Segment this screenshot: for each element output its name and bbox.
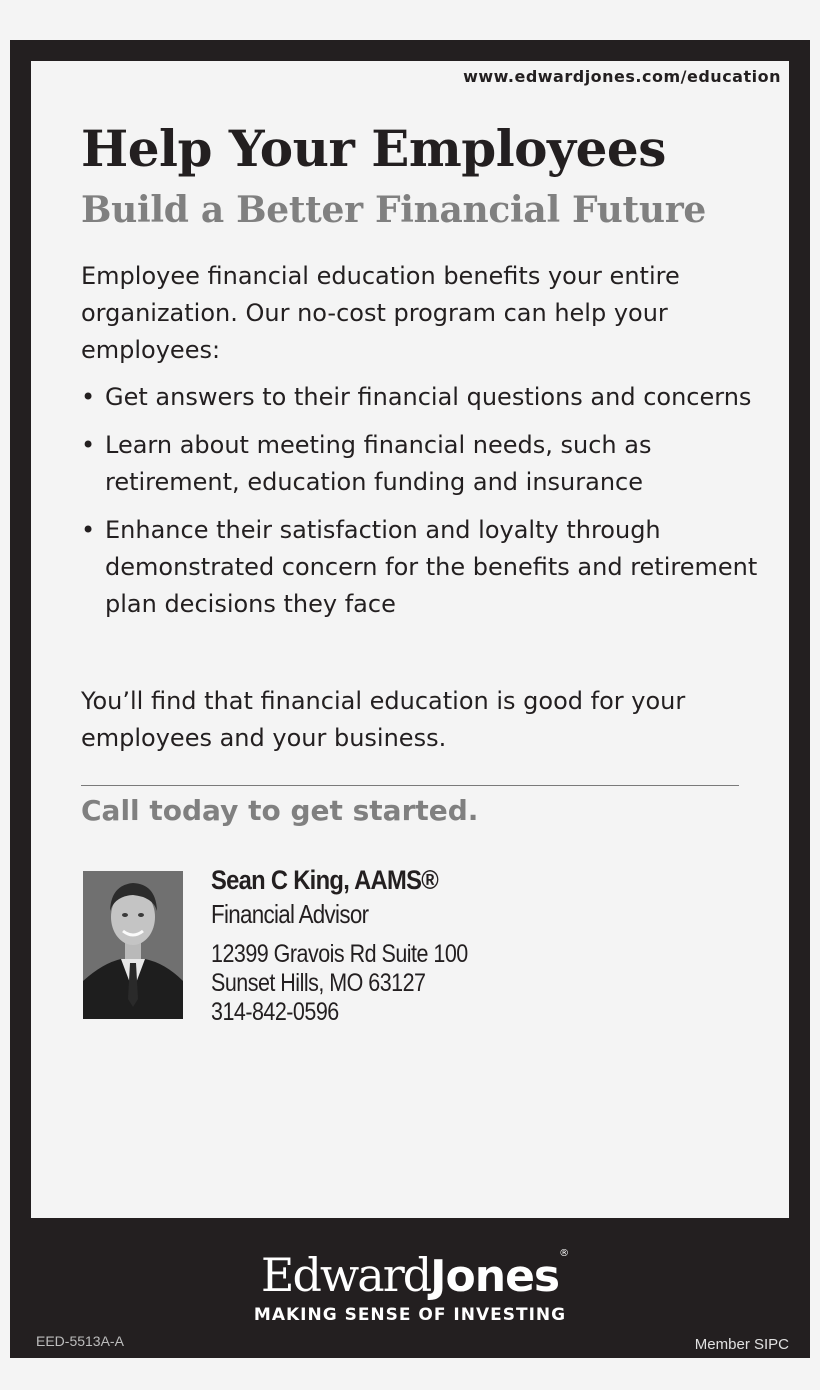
address-line-2: Sunset Hills, MO 63127 — [211, 969, 426, 997]
logo-wordmark — [260, 1248, 570, 1302]
address-line-1: 12399 Gravois Rd Suite 100 — [211, 940, 468, 968]
advisor-info — [211, 863, 510, 1027]
advisor-address — [211, 940, 510, 1027]
intro-paragraph: Employee financial education benefits your entire organization. Our no-cost program can help your employees: — [81, 262, 680, 364]
headline: Help Your Employees — [81, 119, 666, 178]
call-to-action: Call today to get started. — [81, 794, 479, 827]
list-item — [81, 427, 761, 501]
tagline: MAKING SENSE OF INVESTING — [253, 1305, 567, 1325]
edward-jones-logo — [0, 1248, 820, 1302]
logo-edward: Edward — [260, 1248, 431, 1302]
document-code: EED-5513A-A — [36, 1333, 124, 1349]
benefits-list — [81, 379, 761, 634]
website-url[interactable]: www.edwardjones.com/education — [463, 67, 781, 86]
bullet-icon: • — [81, 383, 96, 411]
advisor-name: Sean C King, AAMS® — [211, 865, 439, 895]
list-item-text: Enhance their satisfaction and loyalty through demonstrated concern for the benefits and retirement plan decisions they face — [105, 516, 758, 618]
subheadline: Build a Better Financial Future — [81, 189, 707, 231]
logo-jones: Jones — [430, 1251, 560, 1302]
list-item — [81, 379, 761, 416]
ad-panel — [31, 61, 789, 1218]
list-item-text: Learn about meeting financial needs, such as retirement, education funding and insurance — [105, 431, 652, 496]
bullet-icon: • — [81, 516, 96, 544]
divider — [81, 785, 739, 786]
advisor-photo — [83, 871, 183, 1019]
member-sipc: Member SIPC — [694, 1336, 789, 1353]
list-item — [81, 512, 761, 623]
advisor-title: Financial Advisor — [211, 899, 369, 929]
bullet-icon: • — [81, 431, 96, 459]
closing-paragraph: You’ll find that financial education is good for your employees and your business. — [81, 687, 686, 752]
list-item-text: Get answers to their financial questions and concerns — [105, 383, 752, 411]
advisor-portrait-icon — [83, 871, 183, 1019]
registered-mark: ® — [559, 1248, 570, 1259]
advisor-phone[interactable]: 314-842-0596 — [211, 998, 339, 1026]
